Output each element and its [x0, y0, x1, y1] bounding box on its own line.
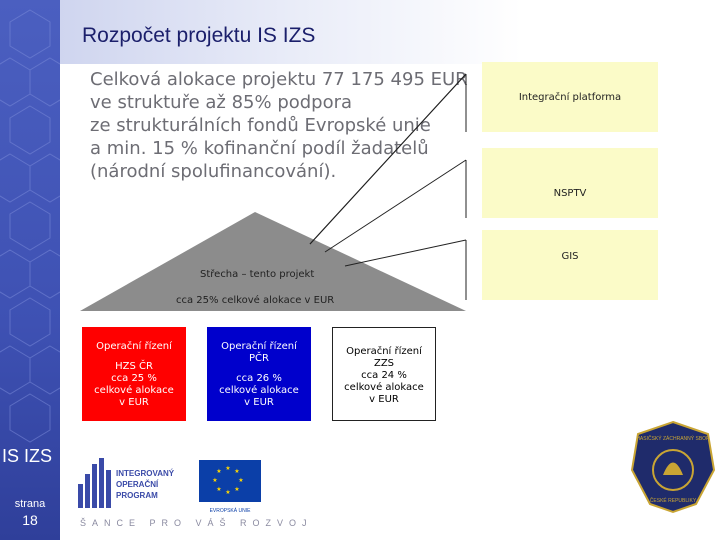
badge-text: ČESKÉ REPUBLIKY [649, 498, 697, 504]
badge-text: HASIČSKÝ ZÁCHRANNÝ SBOR [636, 436, 710, 442]
hzs-badge-logo [630, 420, 716, 514]
body-line: Celková alokace projektu 77 175 495 EUR [90, 69, 468, 90]
connector-line [345, 240, 466, 266]
svg-text:★: ★ [212, 477, 218, 484]
eu-flag-logo [197, 458, 267, 518]
tagline: ŠANCE PRO VÁŠ ROZVOJ [80, 518, 313, 528]
svg-text:★: ★ [234, 486, 240, 493]
pillar-line: cca 25 % [111, 373, 157, 384]
body-line: ve struktuře až 85% podpora [90, 92, 353, 113]
box-label: NSPTV [553, 187, 587, 199]
box-label: GIS [561, 250, 579, 262]
svg-text:★: ★ [238, 477, 244, 484]
pillar-hzs [82, 327, 186, 421]
pillar-title: Operační řízení [96, 341, 172, 352]
pillar-line: cca 24 % [361, 370, 407, 381]
page-label: strana [14, 498, 46, 510]
pillar-title: Operační řízení PČR [221, 341, 297, 364]
svg-text:★: ★ [216, 468, 222, 475]
pillar-line: HZS ČR [115, 361, 153, 372]
svg-text:★: ★ [216, 486, 222, 493]
eu-caption: EVROPSKÁ UNIE [209, 508, 251, 514]
pillar-pcr [207, 327, 311, 421]
pillar-line: celkové alokace [344, 382, 424, 393]
page-title: Rozpočet projektu IS IZS [82, 24, 316, 47]
svg-text:★: ★ [234, 468, 240, 475]
body-line: (národní spolufinancování). [90, 161, 337, 182]
body-line: ze strukturálních fondů Evropské unie [90, 115, 431, 136]
pillar-zzs [332, 327, 436, 421]
pillar-line: celkové alokace [94, 385, 174, 396]
pillar-line: cca 26 % [236, 373, 282, 384]
pillar-line: v EUR [119, 397, 149, 408]
svg-text:★: ★ [225, 489, 231, 496]
roof-label: Střecha – tento projekt [200, 269, 315, 280]
iop-line: PROGRAM [116, 491, 158, 500]
pillar-line: v EUR [369, 394, 399, 405]
roof-allocation: cca 25% celkové alokace v EUR [176, 295, 335, 306]
connector-line [325, 160, 466, 252]
iop-line: INTEGROVANÝ [116, 469, 175, 478]
pillar-title: Operační řízení ZZS [346, 346, 422, 369]
page-number: 18 [22, 512, 38, 528]
pillar-line: celkové alokace [219, 385, 299, 396]
connector-line [310, 74, 466, 244]
svg-text:★: ★ [225, 465, 231, 472]
body-line: a min. 15 % kofinanční podíl žadatelů [90, 138, 429, 159]
iop-line: OPERAČNÍ [116, 480, 159, 489]
is-izs-logo: IS IZS [2, 446, 53, 466]
pillar-line: v EUR [244, 397, 274, 408]
box-label: Integrační platforma [518, 91, 622, 103]
